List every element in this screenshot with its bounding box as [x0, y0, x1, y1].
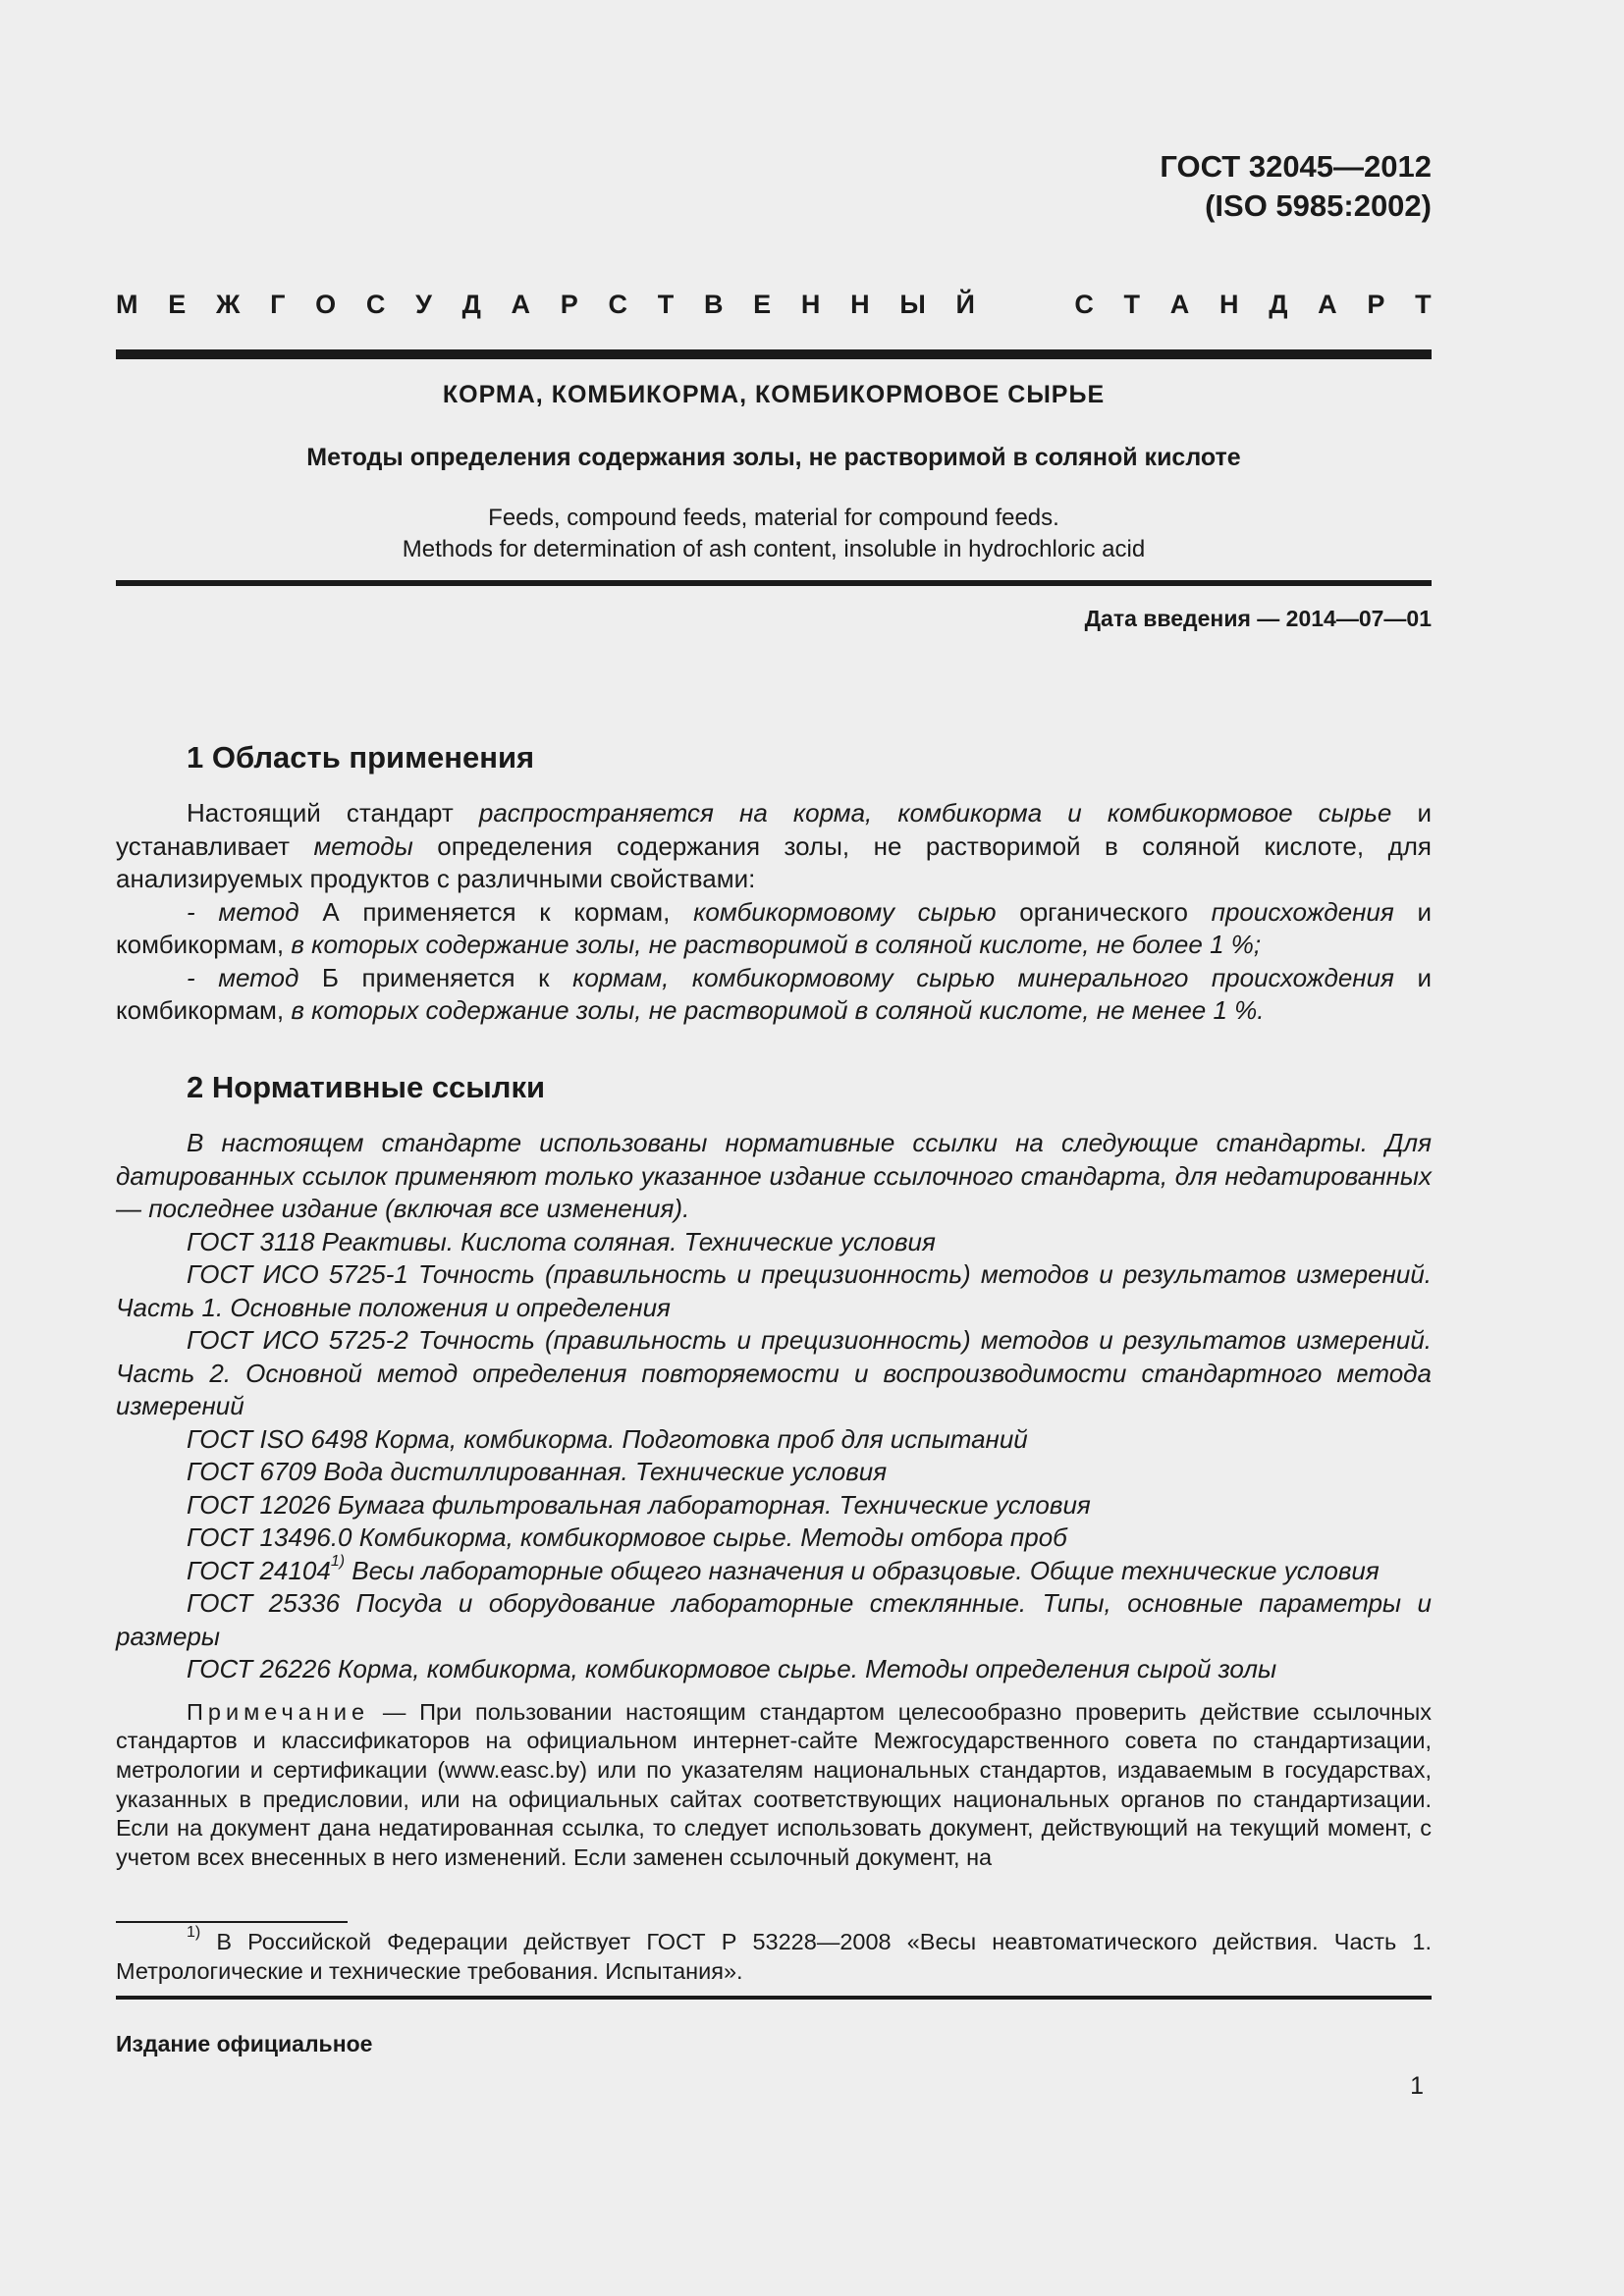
title-en: [116, 503, 1432, 565]
standard-type-letter: Е: [168, 290, 187, 319]
standard-type-letter: Н: [1218, 290, 1239, 319]
section-1-method-a: - метод А применяется к кормам, комбикормовому сырью органического происхождения и комбикормам, в которых содержание золы, не растворимой в соляной кислоте, не более 1 %;: [116, 896, 1433, 959]
reference-item: ГОСТ 25336 Посуда и оборудование лабораторные стеклянные. Типы, основные параметры и размеры: [116, 1588, 1432, 1651]
standard-type-letter: А: [1169, 290, 1190, 319]
title-en-line2: Methods for determination of ash content, insoluble in hydrochloric acid: [402, 536, 1146, 562]
introduction-date: Дата введения — 2014—07—01: [1084, 606, 1432, 631]
reference-item: ГОСТ 26226 Корма, комбикорма, комбикормовое сырье. Методы определения сырой золы: [187, 1654, 1277, 1683]
standard-type-letter: Д: [1269, 290, 1288, 319]
standard-type-letter: Т: [657, 290, 675, 319]
title-bottom-rule: [116, 580, 1432, 586]
section-1: [116, 738, 1432, 1028]
document-code: [116, 147, 1432, 226]
standard-type-letter: С: [1074, 290, 1094, 319]
iso-number: (ISO 5985:2002): [1205, 188, 1432, 223]
reference-item: ГОСТ 6709 Вода дистиллированная. Технические условия: [187, 1457, 888, 1486]
section-1-heading: 1 Область применения: [187, 740, 535, 774]
reference-item: ГОСТ 3118 Реактивы. Кислота соляная. Технические условия: [187, 1226, 936, 1256]
standard-type-letter: Й: [955, 290, 975, 319]
reference-item: ГОСТ 12026 Бумага фильтровальная лабораторная. Технические условия: [187, 1489, 1091, 1520]
standard-type-letter: Г: [270, 290, 286, 319]
footnote-text: $^{1)}$ В Российской Федерации действует ГОСТ Р 53228—2008 «Весы неавтоматического действия. Часть 1. Метрологические и технические требования. Испытания».: [116, 1924, 1432, 1984]
standard-type-letter: М: [116, 290, 138, 319]
standard-type-letter: С: [608, 290, 627, 319]
top-rule: [116, 349, 1432, 359]
standard-type-letter: У: [415, 290, 432, 319]
note-paragraph: Примечание — При пользовании настоящим стандартом целесообразно проверить действие ссылочных стандартов и классификаторов на официальном интернет-сайте Межгосударственного совета по стандартизации, метрологии и сертификации (www.easc.by) или по указателям национальных стандартов, издаваемым в государствах, указанных в предисловии, или на официальных сайтах соответствующих национальных органов по стандартизации. Если на документ дана недатированная ссылка, то следует использовать документ, действующий на текущий момент, с учетом всех внесенных в него изменений. Если заменен ссылочный документ, на: [116, 1698, 1432, 1871]
section-2: [116, 1068, 1432, 1873]
reference-item-24104: ГОСТ 24104$^{1)}$ Весы лабораторные общего назначения и образцовые. Общие технические условия: [187, 1552, 1380, 1585]
standard-type-letter: С: [365, 290, 386, 319]
standard-type-letter: Р: [560, 290, 578, 319]
standard-type-letter: Ы: [899, 290, 926, 319]
standard-type-letter: А: [511, 290, 531, 319]
title-en-line1: Feeds, compound feeds, material for compound feeds.: [488, 505, 1059, 531]
title-main-ru: КОРМА, КОМБИКОРМА, КОМБИКОРМОВОЕ СЫРЬЕ: [442, 381, 1106, 408]
standard-type-letter: Н: [850, 290, 870, 319]
footer-rule: [116, 1996, 1432, 2000]
standard-type-letter: А: [1318, 290, 1337, 319]
note-label: Примечание: [187, 1698, 370, 1725]
reference-item: ГОСТ ISO 6498 Корма, комбикорма. Подготовка проб для испытаний: [187, 1423, 1028, 1454]
gost-number: ГОСТ 32045—2012: [1160, 149, 1432, 184]
standard-type-letter: Т: [1415, 290, 1432, 319]
standard-type-letter: Р: [1367, 290, 1385, 319]
standard-type-letter: Ж: [215, 290, 241, 319]
page-number: 1: [1410, 2072, 1424, 2100]
footnote-marker: 1): [330, 1552, 346, 1570]
standard-type-letter: О: [315, 290, 337, 319]
standard-type-letter: [1005, 288, 1045, 321]
official-edition-label: Издание официальное: [116, 2031, 373, 2056]
standard-type-letter: Д: [461, 290, 481, 319]
standard-type-letter: Н: [800, 290, 821, 319]
section-2-intro: В настоящем стандарте использованы нормативные ссылки на следующие стандарты. Для датированных ссылок применяют только указанное издание ссылочного стандарта, для недатированных — последнее издание (включая все изменения).: [116, 1128, 1432, 1223]
footnote-area: [116, 1921, 1432, 1986]
standard-type-letter: Т: [1123, 290, 1141, 319]
section-1-method-b: - метод Б применяется к кормам, комбикормовому сырью минерального происхождения и комбикормам, в которых содержание золы, не растворимой в соляной кислоте, не менее 1 %.: [116, 962, 1432, 1025]
standard-type-heading: [116, 288, 1432, 321]
section-1-paragraph-1: Настоящий стандарт распространяется на корма, комбикорма и комбикормовое сырье и устанавливает методы определения содержания золы, не растворимой в соляной кислоте, для анализируемых продуктов с различными свойствами:: [116, 798, 1432, 893]
reference-item: ГОСТ ИСО 5725-1 Точность (правильность и прецизионность) методов и результатов измерений. Часть 1. Основные положения и определения: [116, 1259, 1432, 1322]
title-sub-ru: Методы определения содержания золы, не растворимой в соляной кислоте: [306, 444, 1241, 471]
standard-type-letter: Е: [753, 290, 772, 319]
reference-item: ГОСТ ИСО 5725-2 Точность (правильность и прецизионность) методов и результатов измерений. Часть 2. Основной метод определения повторяемости и воспроизводимости стандартного метода измерений: [116, 1325, 1432, 1420]
reference-item: ГОСТ 13496.0 Комбикорма, комбикормовое сырье. Методы отбора проб: [187, 1522, 1067, 1552]
section-2-heading: 2 Нормативные ссылки: [187, 1070, 546, 1104]
standard-type-letter: В: [703, 290, 724, 319]
